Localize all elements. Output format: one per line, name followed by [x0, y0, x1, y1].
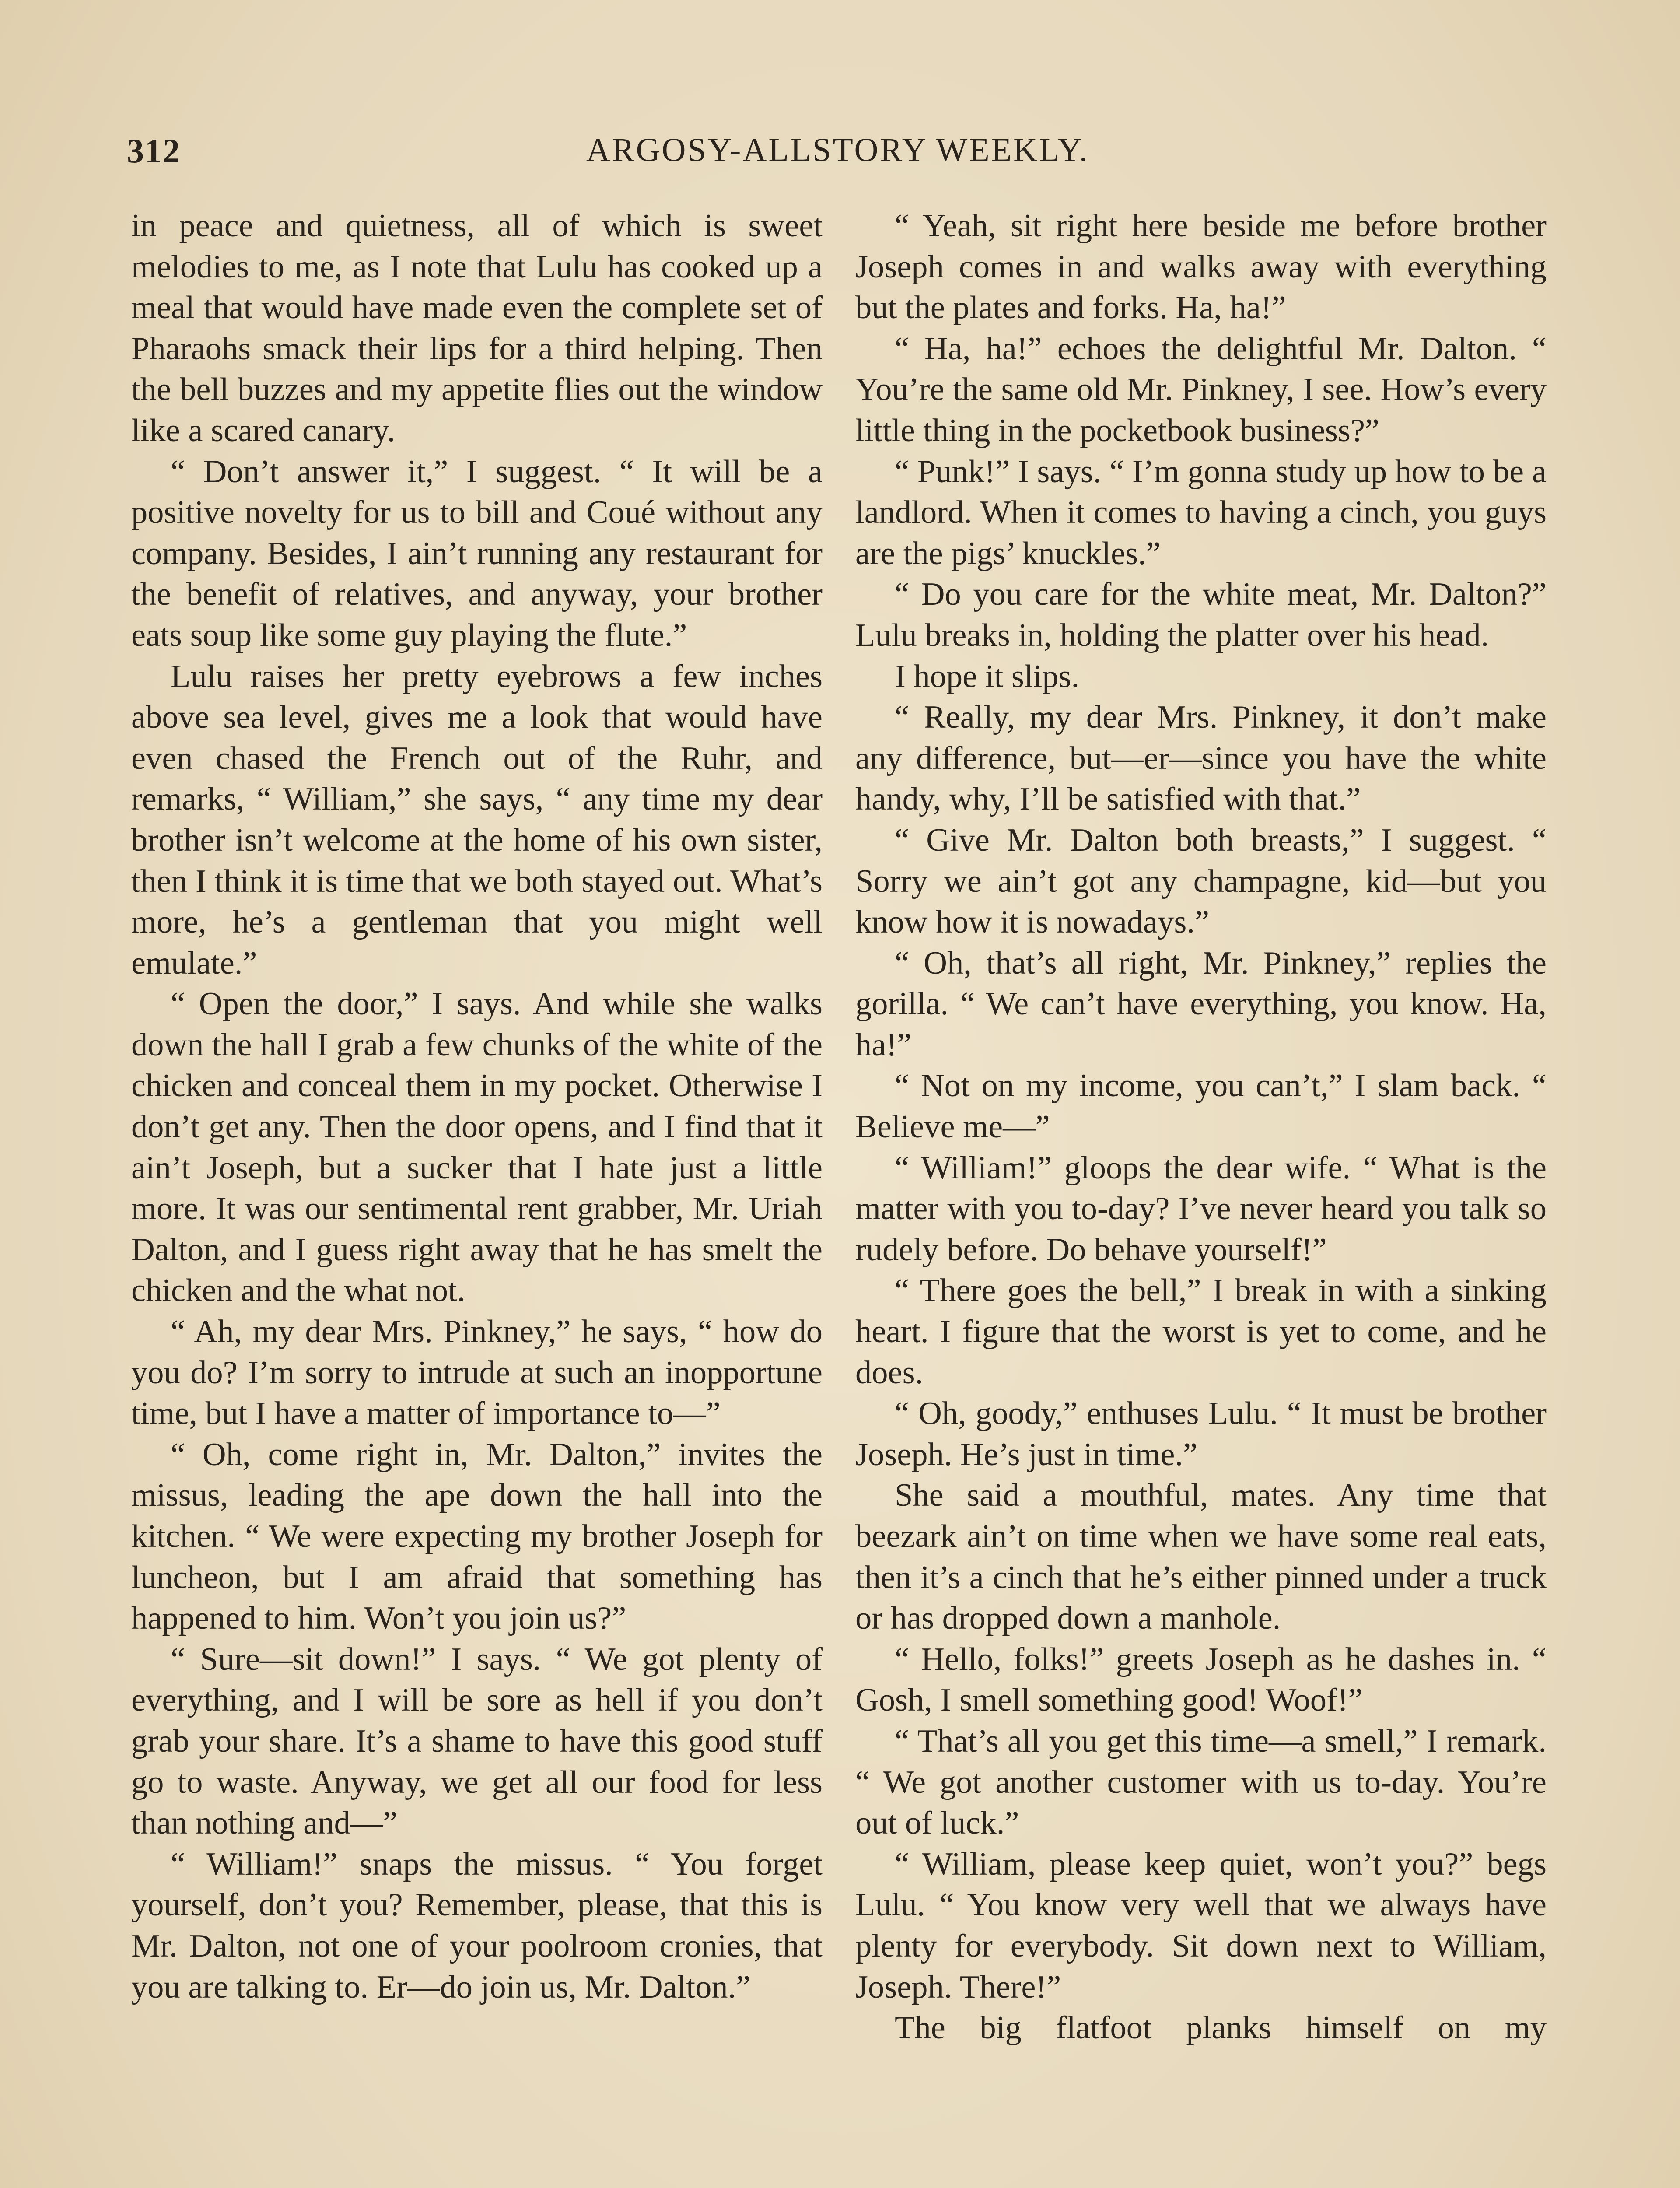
paragraph: “ There goes the bell,” I break in with a sinking heart. I figure that the worst is yet to come, and he does.	[855, 1273, 1547, 1391]
paragraph: “ William!” gloops the dear wife. “ What is the matter with you to-day? I’ve never heard you talk so rudely before. Do behave yourself!”	[855, 1150, 1547, 1268]
paragraph: Lulu raises her pretty eyebrows a few inches above sea level, gives me a look that would have even chased the French out of the Ruhr, and remarks, “ William,” she says, “ any time my dear brother isn’t welcome at the home of his own sister, then I think it is time that we both stayed out. What’s more, he’s a gentleman that you might well emulate.”	[131, 658, 822, 981]
paragraph: “ Ha, ha!” echoes the delightful Mr. Dalton. “ You’re the same old Mr. Pinkney, I see. How’s every little thing in the pocketbook business?”	[855, 330, 1547, 449]
paragraph: “ Oh, come right in, Mr. Dalton,” invites the missus, leading the ape down the hall into the kitchen. “ We were expecting my brother Joseph for luncheon, but I am afraid that something has happened to him. Won’t you join us?”	[131, 1436, 822, 1637]
paragraph: “ That’s all you get this time—a smell,” I remark. “ We got another customer with us to-day. You’re out of luck.”	[855, 1723, 1547, 1841]
paragraph: “ Give Mr. Dalton both breasts,” I suggest. “ Sorry we ain’t got any champagne, kid—but you know how it is nowadays.”	[855, 822, 1547, 940]
paragraph: “ Hello, folks!” greets Joseph as he dashes in. “ Gosh, I smell something good! Woof!”	[855, 1641, 1547, 1718]
paragraph: “ Punk!” I says. “ I’m gonna study up how to be a landlord. When it comes to having a cinch, you guys are the pigs’ knuckles.”	[855, 453, 1547, 572]
paragraph: “ Open the door,” I says. And while she walks down the hall I grab a few chunks of the white of the chicken and conceal them in my pocket. Otherwise I don’t get any. Then the door opens, and I find that it ain’t Joseph, but a sucker that I hate just a little more. It was our sentimental rent grabber, Mr. Uriah Dalton, and I guess right away that he has smelt the chicken and the what not.	[131, 986, 822, 1309]
paragraph: “ Oh, goody,” enthuses Lulu. “ It must be brother Joseph. He’s just in time.”	[855, 1396, 1547, 1473]
paragraph: “ Really, my dear Mrs. Pinkney, it don’t make any difference, but—er—since you have the white handy, why, I’ll be satisfied with that.”	[855, 699, 1547, 817]
paragraph: “ Ah, my dear Mrs. Pinkney,” he says, “ how do you do? I’m sorry to intrude at such an inopportune time, but I have a matter of importance to—”	[131, 1314, 822, 1432]
text-column-left	[131, 206, 822, 2008]
paragraph: I hope it slips.	[895, 658, 1080, 694]
running-head: ARGOSY-ALLSTORY WEEKLY.	[586, 132, 1089, 168]
page-number: 312	[127, 132, 181, 170]
paragraph: She said a mouthful, mates. Any time that beezark ain’t on time when we have some real eats, then it’s a cinch that he’s either pinned under a truck or has dropped down a manhole.	[855, 1477, 1547, 1637]
paragraph: “ Do you care for the white meat, Mr. Dalton?” Lulu breaks in, holding the platter over his head.	[855, 576, 1547, 653]
paragraph: in peace and quietness, all of which is sweet melodies to me, as I note that Lulu has cooked up a meal that would have made even the complete set of Pharaohs smack their lips for a third helping. Then the bell buzzes and my appetite flies out the window like a scared canary.	[131, 208, 822, 449]
paragraph: “ William, please keep quiet, won’t you?” begs Lulu. “ You know very well that we always have plenty for everybody. Sit down next to William, Joseph. There!”	[855, 1846, 1547, 2005]
text-column-right	[855, 206, 1547, 2049]
paragraph: “ William!” snaps the missus. “ You forget yourself, don’t you? Remember, please, that this is Mr. Dalton, not one of your poolroom cronies, that you are talking to. Er—do join us, Mr. Dalton.”	[131, 1846, 822, 2005]
paragraph: “ Sure—sit down!” I says. “ We got plenty of everything, and I will be sore as hell if you don’t grab your share. It’s a shame to have this good stuff go to waste. Anyway, we get all our food for less than nothing and—”	[131, 1641, 822, 1841]
page-header	[127, 131, 1549, 184]
paragraph: “ Not on my income, you can’t,” I slam back. “ Believe me—”	[855, 1068, 1547, 1145]
paragraph: The big flatfoot planks himself on my	[895, 2010, 1547, 2046]
paragraph: “ Don’t answer it,” I suggest. “ It will be a positive novelty for us to bill and Coué without any company. Besides, I ain’t running any restaurant for the benefit of relatives, and anyway, your brother eats soup like some guy playing the flute.”	[131, 453, 822, 653]
paragraph: “ Yeah, sit right here beside me before brother Joseph comes in and walks away with everything but the plates and forks. Ha, ha!”	[855, 208, 1547, 326]
paragraph: “ Oh, that’s all right, Mr. Pinkney,” replies the gorilla. “ We can’t have everything, you know. Ha, ha!”	[855, 945, 1547, 1063]
